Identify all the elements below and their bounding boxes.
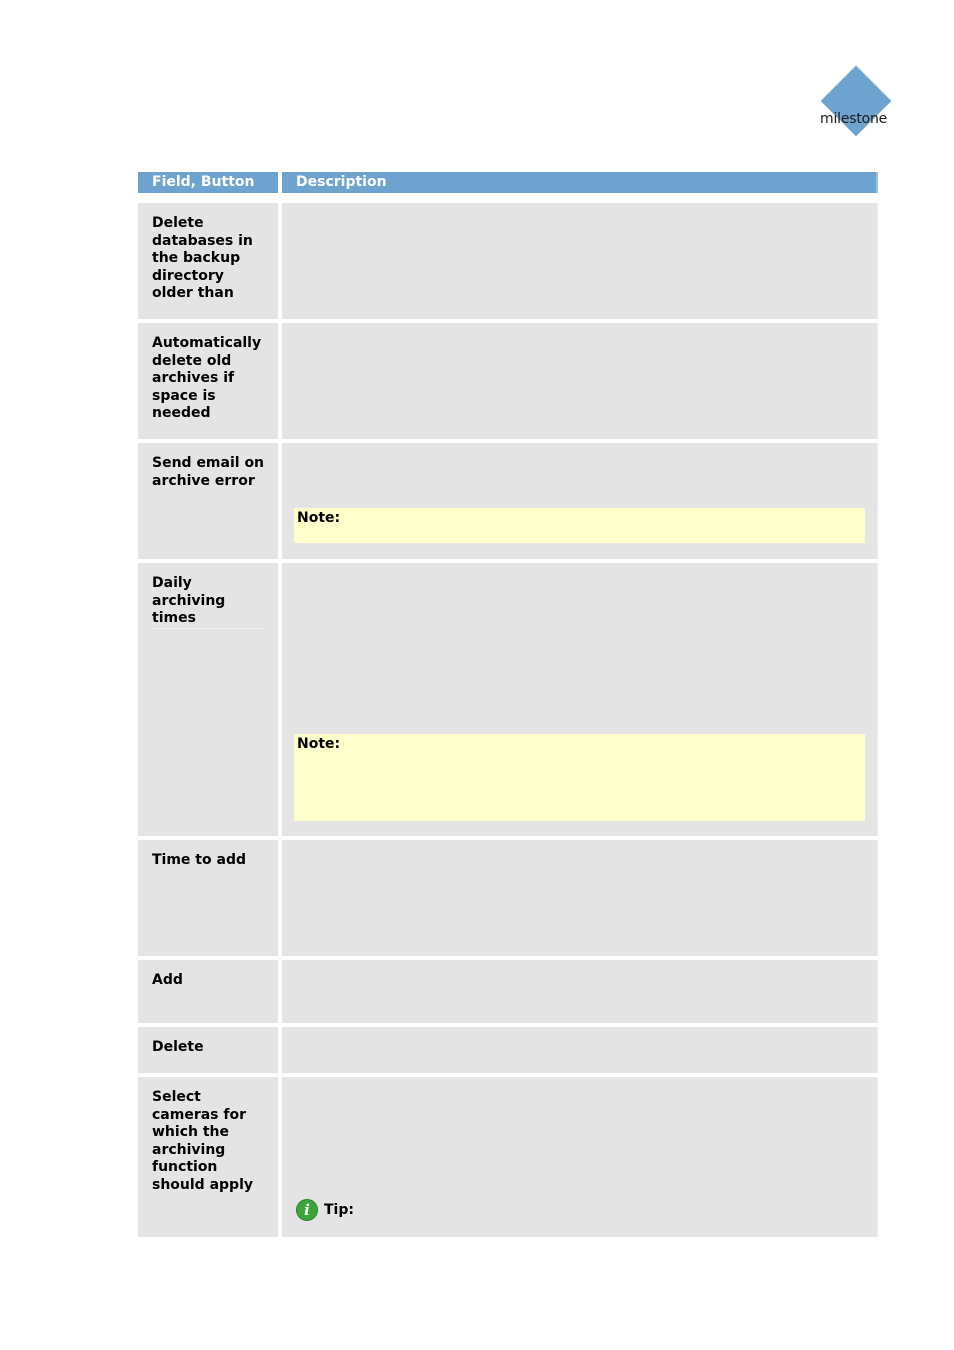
tip xyxy=(296,1199,354,1221)
header-field: Field, Button xyxy=(138,172,278,193)
note-box xyxy=(294,734,865,821)
tip-label: Tip: xyxy=(324,1202,354,1218)
milestone-logo xyxy=(816,66,896,140)
field-label xyxy=(138,563,278,836)
description-cell xyxy=(282,443,878,559)
field-label: Add xyxy=(138,960,278,1023)
note-label: Note: xyxy=(297,736,341,752)
table-row xyxy=(138,1027,878,1073)
header-description: Description xyxy=(282,172,878,193)
table-row xyxy=(138,1077,878,1237)
description-cell xyxy=(282,1077,878,1237)
table-row xyxy=(138,323,878,439)
note-box xyxy=(294,508,865,543)
field-label: Automatically delete old archives if space is needed xyxy=(138,323,278,439)
table-row xyxy=(138,960,878,1023)
field-description-table xyxy=(138,172,878,1237)
table-row xyxy=(138,840,878,956)
field-label: Select cameras for which the archiving function should apply xyxy=(138,1077,278,1237)
description-cell xyxy=(282,203,878,319)
field-label: Send email on archive error xyxy=(138,443,278,559)
field-label-text: Daily archiving times xyxy=(152,575,264,629)
table-header xyxy=(138,172,878,193)
table-row xyxy=(138,563,878,836)
field-label: Time to add xyxy=(138,840,278,956)
info-icon: i xyxy=(296,1199,318,1221)
table-row xyxy=(138,203,878,319)
field-label: Delete xyxy=(138,1027,278,1073)
note-label: Note: xyxy=(297,510,341,526)
description-cell xyxy=(282,563,878,836)
field-label: Delete databases in the backup directory older than xyxy=(138,203,278,319)
description-cell xyxy=(282,960,878,1023)
description-cell xyxy=(282,840,878,956)
description-cell xyxy=(282,1027,878,1073)
description-cell xyxy=(282,323,878,439)
logo-text: milestone xyxy=(820,111,888,127)
table-row xyxy=(138,443,878,559)
